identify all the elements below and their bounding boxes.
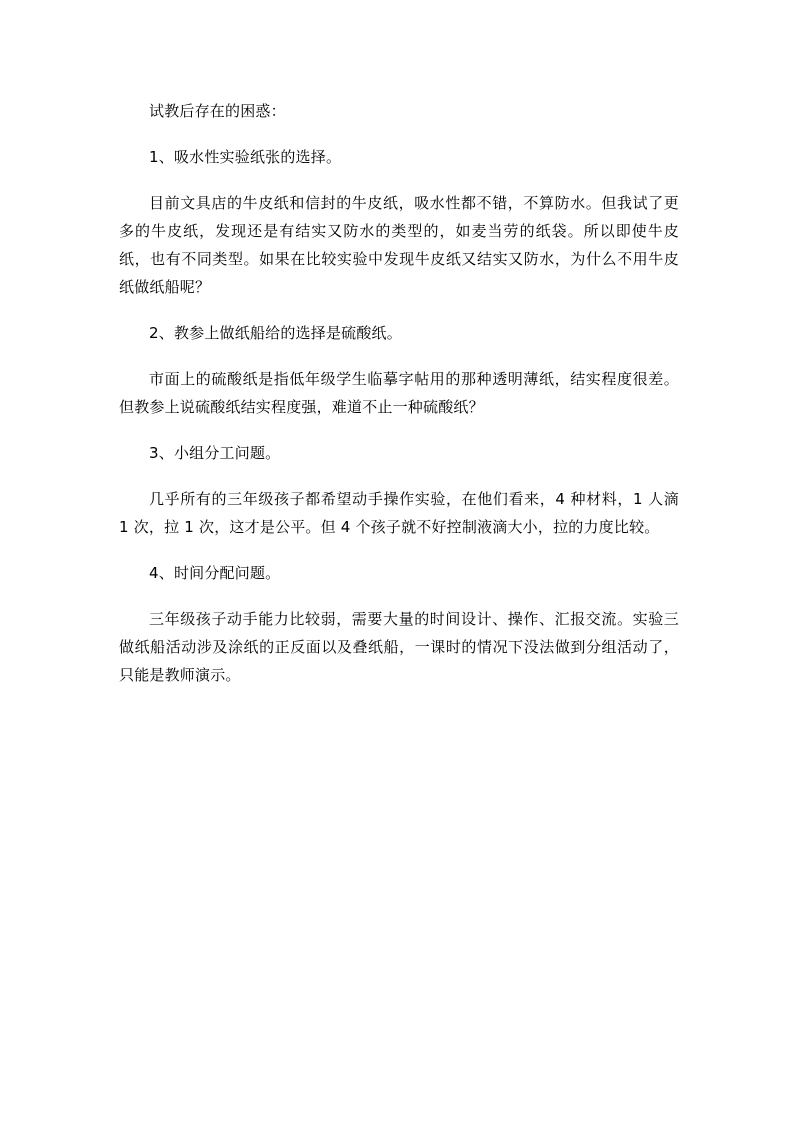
- issue-2-heading: 2、教参上做纸船给的选择是硫酸纸。: [149, 324, 402, 342]
- issue-2-body: 市面上的硫酸纸是指低年级学生临摹字帖用的那种透明薄纸，结实程度很差。但教参上说硫酸纸结实程度强，难道不止一种硫酸纸？: [119, 370, 679, 416]
- issue-4-heading: 4、时间分配问题。: [149, 564, 281, 582]
- issue-1-heading: 1、吸水性实验纸张的选择。: [149, 148, 342, 166]
- issue-4-body: 三年级孩子动手能力比较弱，需要大量的时间设计、操作、汇报交流。实验三做纸船活动涉及涂纸的正反面以及叠纸船，一课时的情况下没法做到分组活动了，只能是教师演示。: [119, 610, 679, 684]
- issue-3-body: 几乎所有的三年级孩子都希望动手操作实验，在他们看来，4 种材料，1 人滴 1 次，拉 1 次，这才是公平。但 4 个孩子就不好控制液滴大小，拉的力度比较。: [119, 490, 679, 536]
- document-body: [119, 97, 679, 707]
- issue-1-body: 目前文具店的牛皮纸和信封的牛皮纸，吸水性都不错，不算防水。但我试了更多的牛皮纸，发现还是有结实又防水的类型的，如麦当劳的纸袋。所以即使牛皮纸，也有不同类型。如果在比较实验中发现牛皮纸又结实又防水，为什么不用牛皮纸做纸船呢？: [119, 194, 679, 296]
- issue-3-heading: 3、小组分工问题。: [149, 444, 281, 462]
- intro-heading: 试教后存在的困惑：: [149, 102, 286, 120]
